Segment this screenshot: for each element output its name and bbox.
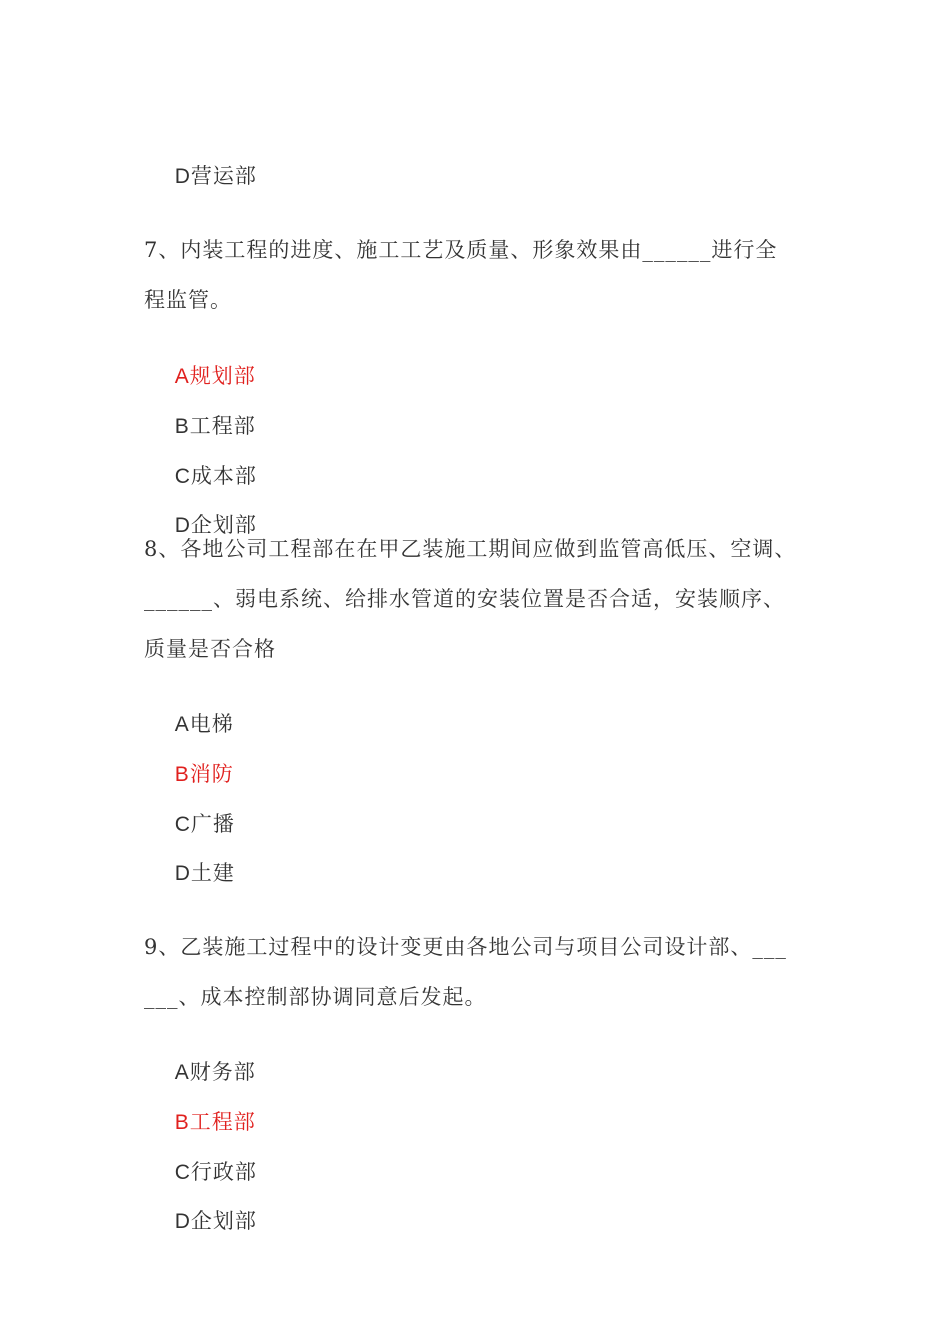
option-text: 广播 — [190, 812, 235, 836]
option-text: 消防 — [189, 762, 234, 786]
q8-text-line-1: 8、各地公司工程部在在甲乙装施工期间应做到监管高低压、空调、 — [144, 537, 797, 561]
option-letter: D — [174, 165, 191, 188]
option-text: 规划部 — [189, 364, 256, 388]
option-letter: D — [174, 862, 191, 885]
option-letter: B — [174, 415, 190, 438]
q7-text-line-2: 程监管。 — [144, 288, 232, 312]
option-text: 行政部 — [190, 1160, 257, 1184]
option-letter: C — [174, 465, 191, 488]
option-text: 土建 — [190, 861, 235, 885]
option-text: 工程部 — [189, 1110, 256, 1134]
q8-option-d — [144, 834, 235, 913]
q9-text-line-2: ___、成本控制部协调同意后发起。 — [144, 985, 487, 1009]
option-text: 财务部 — [189, 1060, 256, 1084]
q9-text-line-1: 9、乙装施工过程中的设计变更由各地公司与项目公司设计部、___ — [144, 935, 787, 959]
option-letter: C — [174, 1161, 191, 1184]
option-letter: C — [174, 813, 191, 836]
option-letter: A — [174, 713, 190, 736]
option-text: 工程部 — [189, 414, 256, 438]
option-text: 营运部 — [190, 164, 257, 188]
option-text: 电梯 — [189, 712, 234, 736]
option-letter: B — [174, 763, 190, 786]
option-text: 企划部 — [190, 513, 257, 537]
q7-text-line-1: 7、内装工程的进度、施工工艺及质量、形象效果由______进行全 — [144, 238, 778, 262]
q6-option-d — [144, 137, 257, 216]
option-text: 成本部 — [190, 464, 257, 488]
option-letter: A — [174, 365, 190, 388]
q9-option-d — [144, 1182, 257, 1261]
option-text: 企划部 — [190, 1209, 257, 1233]
option-letter: D — [174, 514, 191, 537]
q8-text-line-3: 质量是否合格 — [144, 637, 276, 661]
option-letter: D — [174, 1210, 191, 1233]
q8-text-line-2: ______、弱电系统、给排水管道的安装位置是否合适，安装顺序、 — [144, 587, 785, 611]
option-letter: A — [174, 1061, 190, 1084]
option-letter: B — [174, 1111, 190, 1134]
